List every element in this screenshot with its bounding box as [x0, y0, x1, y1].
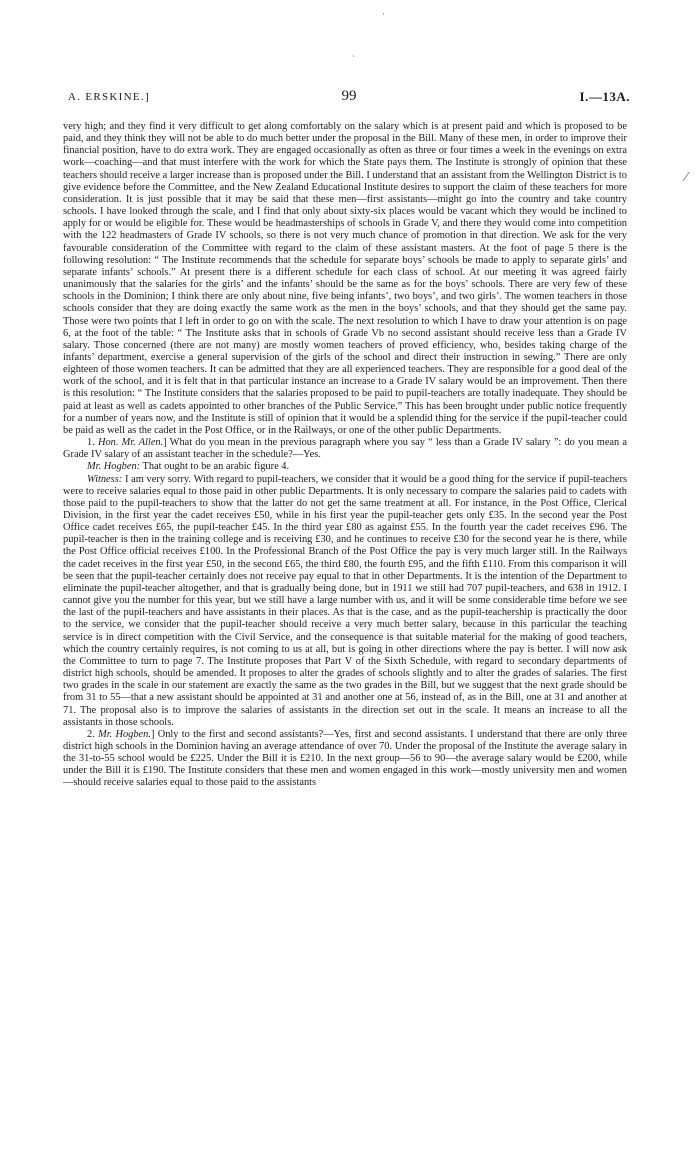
question-number: 2.	[87, 728, 95, 740]
paragraph	[63, 461, 627, 473]
paragraph: very high; and they find it very difficult to get along comfortably on the salary which is at present paid and which is proposed to be paid, and they think they will not be able to do much better under the proposal in the Bill. Many of these men, in order to improve their financial position, have to do extra work. They are engaged occasionally as often as three or four times a week in the evenings on extra work—coaching—and that must interfere with the work for which the State pays them. The Institute is strongly of opinion that these teachers should receive a larger increase than is proposed under the Bill. I understand that an assistant from the Wellington District is to give evidence before the Committee, and the New Zealand Educational Institute desires to support the claim of these teachers for more consideration. It is just possible that it may be said that these men—first assistants—might go into the country and take country schools. I have looked through the scale, and I find that only about sixty-six places would be vacant which they would be inclined to apply for or would be eligible for. These would be headmasterships of schools in Grade V, and there they would come into competition with the 122 headmasters of Grade IV schools, so there is not very much chance of promotion in that direction. We ask for the very favourable consideration of the Committee with regard to the claim of these assistant masters. At the foot of page 5 there is the following resolution: “ The Institute recommends that the schedule for separate boys’ schools be made to apply to separate girls’ and separate infants’ schools.” At present there is a different schedule for each class of school. At our meeting it was agreed fairly unanimously that the salaries for the girls’ and the infants’ should be the same as for the boys’ schools. There are very few of these schools in the Dominion; I think there are only about nine, five being infants’, two boys’, and two girls’. The women teachers in those schools consider that they are doing exactly the same work as the men in the boys’ schools, and that they should get the same pay. Those were two points that I left in order to go on with the scale. The next resolution to which I have to draw your attention is on page 6, at the foot of the table: “ The Institute asks that in schools of Grade Vb no second assistant should receive less than a Grade IV salary. Those concerned (there are not many) are mostly women teachers of proved efficiency, who, besides taking charge of the infants’ department, exercise a general supervision of the girls of the school and direct their instruction in sewing.” There are only eighteen of those women teachers. It can be admitted that they are all experienced teachers. They are responsible for a good deal of the work of the school, and it is felt that in that particular instance an increase to a Grade IV salary would be an improvement. Then there is this resolution: “ The Institute considers that the salaries proposed to be paid to pupil-teachers are totally inadequate. They should be paid at least as well as cadets appointed to other branches of the Public Service.” This has been brought under public notice frequently for a number of years now, and the Institute is still of opinion that it would be a splendid thing for the service if the pupil-teacher could be paid as well as the cadet in the Post Office, or in the Railways, or one of the other public Departments.	[63, 121, 627, 436]
page-header	[68, 88, 630, 108]
speaker-name: Hon. Mr. Allen.	[97, 437, 164, 449]
scan-speck: ˎ	[352, 47, 355, 57]
paragraph-text: ] Only to the first and second assistants?—Yes, first and second assistants. I understand that there are only three district high schools in the Dominion having an average attendance of over 70. Under the proposal of the Institute the average salary in the 31-to-55 school would be £225. Under the Bill it is £210. In the next group—56 to 90—the average salary would be £200, while under the Bill it is £190. The Institute considers that these men and women engaged in this work—mostly university men and women—should receive salaries equal to those paid to the assistants	[63, 728, 627, 789]
paragraph-text: That ought to be an arabic figure 4.	[140, 461, 290, 473]
paragraph-text: ] What do you mean in the previous paragraph where you say “ less than a Grade IV salary ”: do you mean a Grade IV salary of an assistant teacher in the schedule?—Yes.	[63, 437, 627, 461]
paragraph-text: I am very sorry. With regard to pupil-teachers, we consider that it would be a good thing for the service if pupil-teachers were to receive salaries equal to those paid in other public Departments. It is only necessary to compare the salaries paid to cadets with those paid to the pupil-teachers to show that the latter do not get the same treatment at all. For instance, in the Post Office, Clerical Division, in the first year the cadet receives £50, while in his first year the pupil-teacher gets only £35. In the second year the Post Office cadet receives £65, the pupil-teacher £45. In the third year £80 as against £55. In the fourth year the cadet receives £96. The pupil-teacher is then in the training college and is receiving £30, and he continues to receive £30 for the second year he is there, while the Post Office official receives £100. In the Professional Branch of the Post Office the pay is very much larger still. In the Railways the cadet receives in the first year £50, in the second £65, the third £80, the fourth £95, and the fifth £110. From this comparison it will be seen that the pupil-teacher certainly does not receive pay equal to that in other Departments. It is the intention of the Department to eliminate the pupil-teacher altogether, and that is gradually being done, but in 1911 we still had 707 pupil-teachers, and 638 in 1912. I cannot give you the number for this year, but we still have a large number with us, and it will be some considerable time before we see the last of the pupil-teachers and have assistants in their places. As that is the case, and as the pupil-teachership is practically the door to the service, we consider that the pupil-teacher should receive a very much better salary, because in this particular the teaching service is in direct competition with the Civil Service, and the consequence is that suitable material for the making of good teachers, which the country certainly requires, is not coming to us at all, but is going in other directions where the pay is better. I will now ask the Committee to turn to page 7. The Institute proposes that Part V of the Sixth Schedule, with regard to secondary departments of district high schools, should be amended. It proposes to alter the grades of schools slightly and to alter the grades of salaries. The first two grades in the scale in our statement are exactly the same as the two grades in the Bill, but we suggest that the next grade should be from 31 to 55—that a new assistant should be appointed at 31 and another one at 56, instead of, as in the Bill, one at 31 and another at 71. The proposal also is to improve the salaries of assistants in the direction set out in the scale. It means an increase to all the assistants in those schools.	[63, 473, 627, 728]
page-number: 99	[341, 88, 357, 104]
question-number: 1.	[87, 437, 95, 449]
speaker-name: Mr. Hogben:	[87, 461, 141, 473]
body-text	[63, 121, 627, 790]
speaker-name: Witness:	[87, 473, 123, 485]
paragraph	[63, 437, 627, 461]
margin-mark: ⁄	[685, 170, 688, 185]
paragraph	[63, 729, 627, 790]
header-author: A. ERSKINE.]	[68, 91, 150, 103]
document-code: I.—13A.	[579, 89, 630, 104]
paragraph	[63, 474, 627, 729]
scan-speck: ·	[382, 9, 385, 19]
speaker-name: Mr. Hogben.	[98, 728, 151, 740]
